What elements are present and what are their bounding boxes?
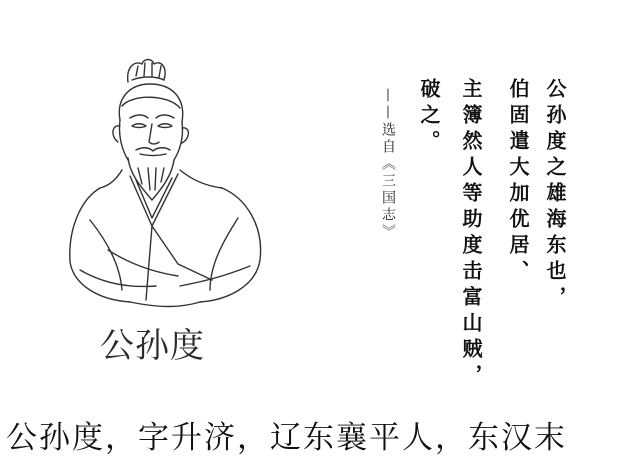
quote-line-3: 主簿然人等助度击富山贼， [459,78,483,390]
quote-line-2: 伯固遣大加优居、 [506,78,530,286]
quote-source: ——选自《三国志》 [380,88,396,241]
body-text: 公孙度，字升济，辽东襄平人，东汉末 [6,420,567,456]
portrait-caption: 公孙度 [100,326,205,366]
quote-line-1: 公孙度之雄海东也， [543,78,567,312]
scholar-portrait-icon [60,50,290,315]
quote-line-4: 破之。 [417,78,441,156]
